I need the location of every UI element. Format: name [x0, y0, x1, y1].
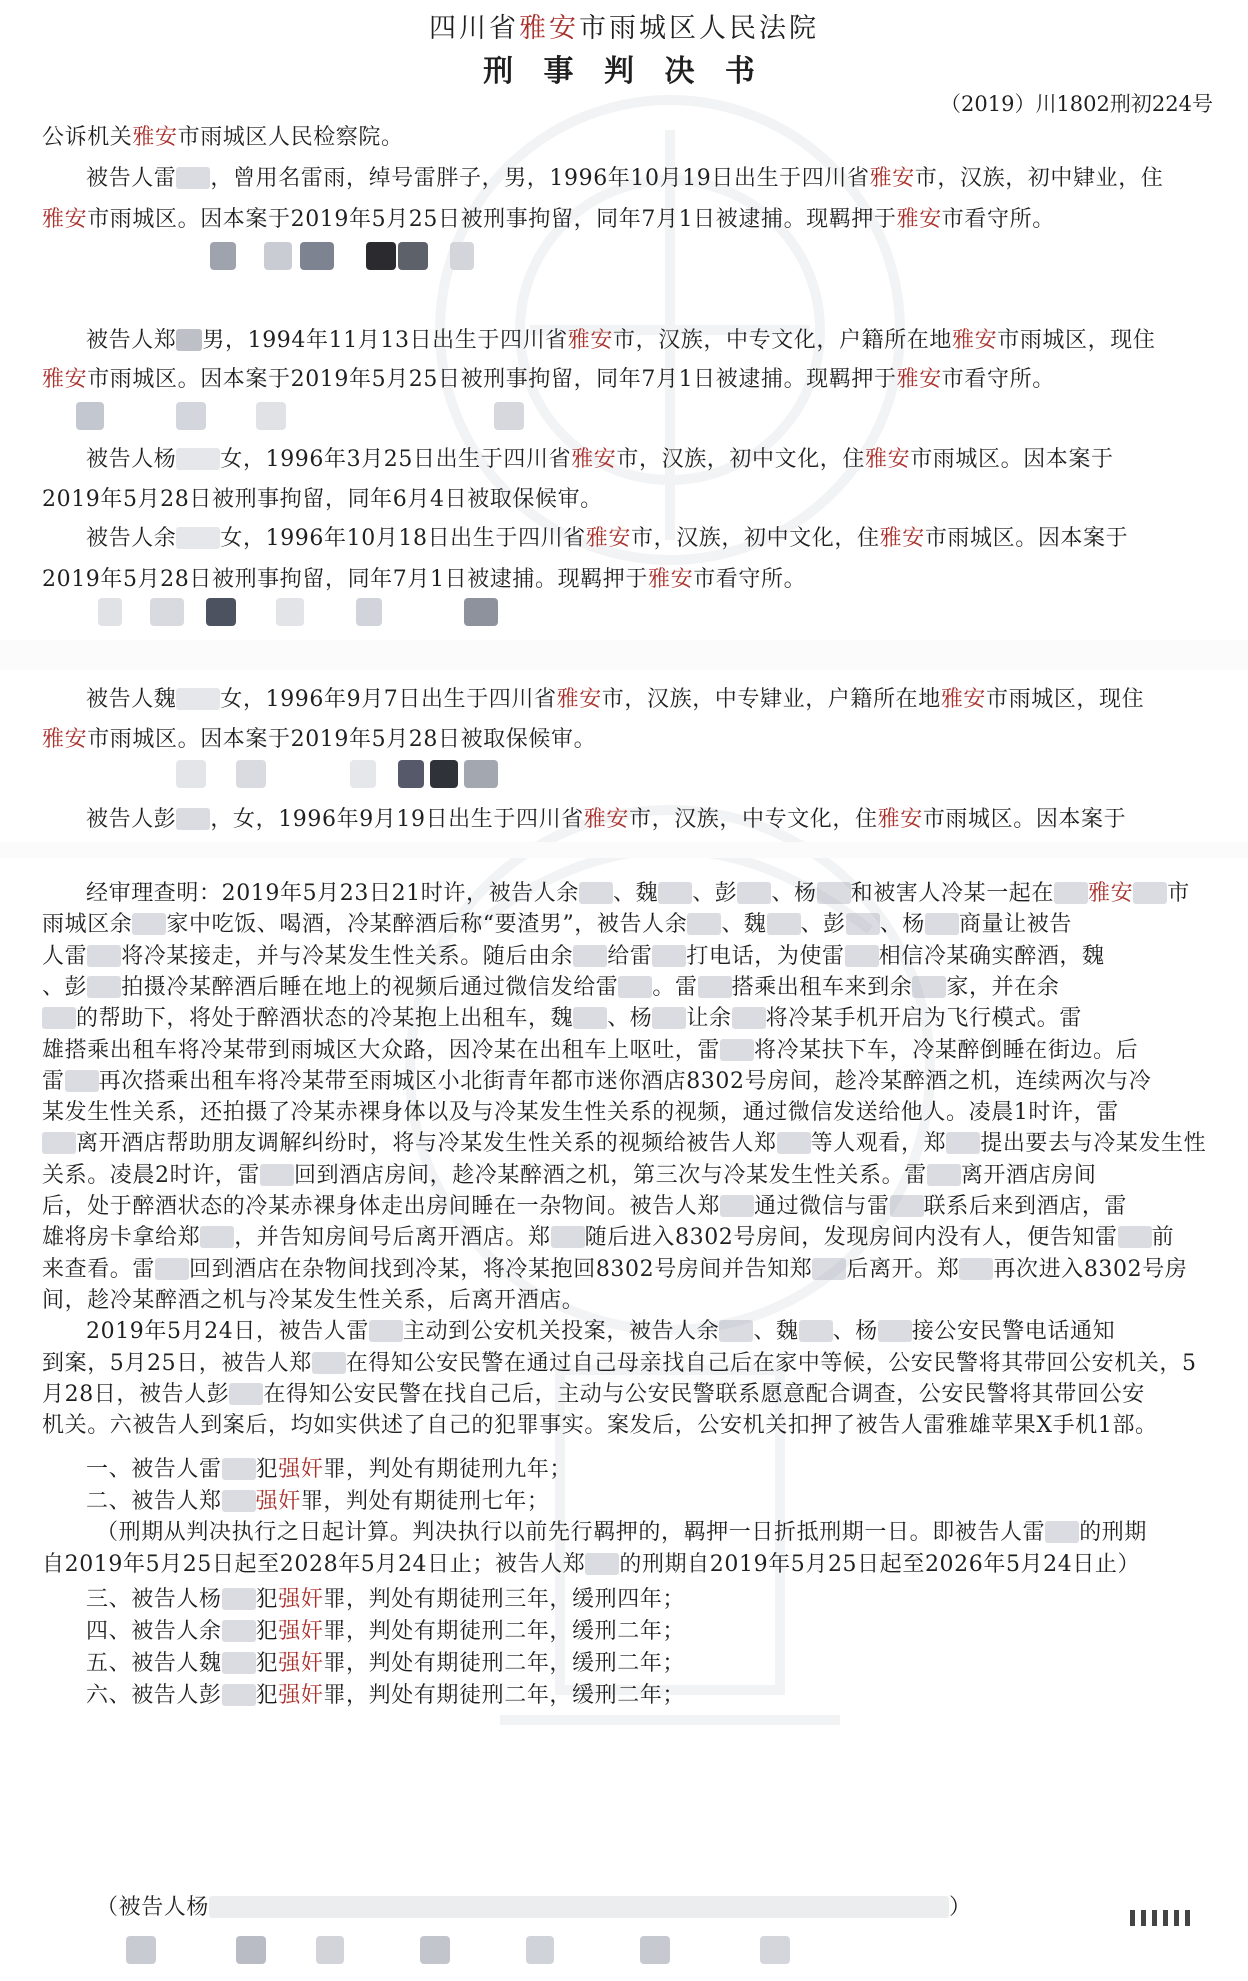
redaction: [176, 329, 202, 351]
fact-line-1: 经审理查明：2019年5月23日21时许，被告人余 、魏 、彭 、杨 和被害人冷某一起在 雅安 市: [86, 881, 1190, 906]
verdict-3: 三、被告人杨 犯强奸罪，判处有期徒刑三年，缓刑四年；: [86, 1587, 686, 1612]
redaction: [720, 1195, 754, 1217]
redaction: [176, 448, 220, 470]
fact-line-7: 雷 再次搭乘出租车将冷某带至雨城区小北街青年都市迷你酒店8302号房间，趁冷某醉酒之机，连续两次与冷: [42, 1068, 1152, 1094]
redacted-row: [0, 398, 1248, 432]
redaction: [720, 1039, 754, 1061]
redaction: [132, 913, 166, 935]
redacted-row: [0, 594, 1248, 628]
redaction: [687, 913, 721, 935]
fact-line-14: 间，趁冷某醉酒之机与冷某发生性关系，后离开酒店。: [42, 1287, 585, 1313]
tail-line: （被告人杨 ）: [96, 1895, 972, 1920]
redaction: [65, 1070, 99, 1092]
fact-line-13: 来查看。雷 回到酒店在杂物间找到冷某，将冷某抱回8302号房间并告知郑 后离开。郑 再次进入8302号房: [42, 1256, 1188, 1282]
document-type: 刑 事 判 决 书: [483, 54, 765, 89]
fact-line-9: 离开酒店帮助朋友调解纠纷时，将与冷某发生性关系的视频给被告人郑 等人观看，郑 提出要去与冷某发生性: [42, 1130, 1212, 1158]
redaction: [579, 882, 613, 904]
term-note-line-2: 自2019年5月25日起至2028年5月24日止；被告人郑 的刑期自2019年5月25日起至2026年5月24日止）: [42, 1552, 1141, 1577]
fact-line-17: 月28日，被告人彭 在得知公安民警在找自己后，主动与公安民警联系愿意配合调查，公安民警将其带回公安: [42, 1381, 1145, 1407]
fact-line-16: 到案，5月25日，被告人郑 在得知公安民警在通过自己母亲找自己后在家中等候，公安民警将其带回公安机关，5: [42, 1350, 1197, 1376]
redaction: [652, 1007, 686, 1029]
redaction: [42, 1132, 76, 1154]
defendant-5-line-1: 被告人魏 女，1996年9月7日出生于四川省雅安市，汉族，中专肄业，户籍所在地雅安市雨城区，现住: [86, 687, 1145, 712]
defendant-2-line-1: 被告人郑 男，1994年11月13日出生于四川省雅安市，汉族，中专文化，户籍所在地雅安市雨城区，现住: [86, 328, 1156, 353]
verdict-2: 二、被告人郑 强奸罪，判处有期徒刑七年；: [86, 1488, 550, 1514]
redaction: [817, 882, 851, 904]
redaction: [652, 945, 686, 967]
redaction: [719, 1320, 753, 1342]
defendant-2-line-2: 雅安市雨城区。因本案于2019年5月25日被刑事拘留，同年7月1日被逮捕。现羁押于雅安市看守所。: [42, 367, 1055, 392]
redaction: [176, 527, 220, 549]
redaction: [176, 167, 210, 189]
defendant-1-line-2: 雅安市雨城区。因本案于2019年5月25日被刑事拘留，同年7月1日被逮捕。现羁押于雅安市看守所。: [42, 207, 1055, 232]
defendant-1-line-1: 被告人雷 ，曾用名雷雨，绰号雷胖子，男，1996年10月19日出生于四川省雅安市，汉族，初中肄业，住: [86, 166, 1164, 191]
defendant-5-line-2: 雅安市雨城区。因本案于2019年5月28日被取保候审。: [42, 727, 597, 752]
prosecutor-line: 公诉机关雅安市雨城区人民检察院。: [42, 125, 404, 150]
redacted-row: [0, 238, 1248, 272]
redaction: [732, 1007, 766, 1029]
verdict-1: 一、被告人雷 犯强奸罪，判处有期徒刑九年；: [86, 1457, 573, 1482]
redaction: [946, 1132, 980, 1154]
fact-line-2: 雨城区余 家中吃饭、喝酒，冷某醉酒后称“要渣男”，被告人余 、魏 、彭 、杨 商量让被告: [42, 912, 1072, 938]
redaction: [369, 1320, 403, 1342]
redaction: [222, 1652, 256, 1674]
redaction: [845, 945, 879, 967]
redaction: [1045, 1521, 1079, 1543]
redaction: [658, 882, 692, 904]
redaction: [222, 1620, 256, 1642]
redaction: [799, 1320, 833, 1342]
fact-line-12: 雄将房卡拿给郑 ，并告知房间号后离开酒店。郑 随后进入8302号房间，发现房间内没有人，便告知雷 前: [42, 1225, 1175, 1251]
redaction: [222, 1684, 256, 1706]
defendant-3-line-1: 被告人杨 女，1996年3月25日出生于四川省雅安市，汉族，初中文化，住雅安市雨城区。因本案于: [86, 447, 1114, 472]
redaction: [698, 976, 732, 998]
redaction: [87, 945, 121, 967]
fact-line-18: 机关。六被告人到案后，均如实供述了自己的犯罪事实。案发后，公安机关扣押了被告人雷雅雄苹果X手机1部。: [42, 1413, 1158, 1439]
redaction: [260, 1164, 294, 1186]
defendant-6-line-1: 被告人彭 ，女，1996年9月19日出生于四川省雅安市，汉族，中专文化，住雅安市雨城区。因本案于: [86, 807, 1127, 832]
redaction: [812, 1258, 846, 1280]
redaction: [222, 1490, 256, 1512]
redaction: [737, 882, 771, 904]
verdict-5: 五、被告人魏 犯强奸罪，判处有期徒刑二年，缓刑二年；: [86, 1651, 686, 1676]
redaction: [1133, 882, 1167, 904]
redaction: [312, 1352, 346, 1374]
redaction: [573, 945, 607, 967]
fact-line-8: 某发生性关系，还拍摄了冷某赤裸身体以及与冷某发生性关系的视频，通过微信发送给他人。凌晨1时许，雷: [42, 1100, 1119, 1126]
redaction: [846, 913, 880, 935]
redaction: [912, 976, 946, 998]
redaction: [222, 1588, 256, 1610]
defendant-4-line-2: 2019年5月28日被刑事拘留，同年7月1日被逮捕。现羁押于雅安市看守所。: [42, 567, 807, 592]
fact-line-5: 的帮助下，将处于醉酒状态的冷某抱上出租车，魏 、杨 让余 将冷某手机开启为飞行模式。雷: [42, 1005, 1212, 1033]
redaction: [229, 1383, 263, 1405]
fact-line-15: 2019年5月24日，被告人雷 主动到公安机关投案，被告人余 、魏 、杨 接公安民警电话通知: [86, 1319, 1116, 1345]
term-note-line-1: （刑期从判决执行之日起计算。判决执行以前先行羁押的，羁押一日折抵刑期一日。即被告人雷 的刑期: [96, 1520, 1148, 1545]
redaction: [585, 1553, 619, 1575]
redaction: [1054, 882, 1088, 904]
redaction: [890, 1195, 924, 1217]
redaction: [222, 1458, 256, 1480]
redaction: [777, 1132, 811, 1154]
redaction: [176, 688, 220, 710]
case-number: （2019）川1802刑初224号: [940, 92, 1213, 116]
redaction: [925, 913, 959, 935]
fact-line-6: 雄搭乘出租车将冷某带到雨城区大众路，因冷某在出租车上呕吐，雷 将冷某扶下车，冷某醉倒睡在街边。后: [42, 1037, 1139, 1063]
redaction: [767, 913, 801, 935]
redaction: [42, 1007, 76, 1029]
fact-line-4: 、彭 拍摄冷某醉酒后睡在地上的视频后通过微信发给雷 。雷 搭乘出租车来到余 家，并在余: [42, 974, 1060, 1000]
redaction: [959, 1258, 993, 1280]
redaction: [551, 1226, 585, 1248]
redaction: [927, 1164, 961, 1186]
redacted-row: [0, 1932, 1248, 1966]
verdict-6: 六、被告人彭 犯强奸罪，判处有期徒刑二年，缓刑二年；: [86, 1683, 686, 1708]
redaction: [209, 1896, 949, 1918]
redaction: [618, 976, 652, 998]
redaction: [573, 1007, 607, 1029]
expand-control-icon[interactable]: [1130, 1910, 1190, 1926]
page-gap: [0, 640, 1248, 670]
redaction: [1118, 1226, 1152, 1248]
redaction: [155, 1258, 189, 1280]
redaction: [878, 1320, 912, 1342]
verdict-4: 四、被告人余 犯强奸罪，判处有期徒刑二年，缓刑二年；: [86, 1619, 686, 1644]
redaction: [200, 1226, 234, 1248]
page-gap: [0, 842, 1248, 858]
defendant-4-line-1: 被告人余 女，1996年10月18日出生于四川省雅安市，汉族，初中文化，住雅安市雨城区。因本案于: [86, 526, 1129, 551]
defendant-3-line-2: 2019年5月28日被刑事拘留，同年6月4日被取保候审。: [42, 487, 603, 512]
fact-line-10: 关系。凌晨2时许，雷 回到酒店房间，趁冷某醉酒之机，第三次与冷某发生性关系。雷 离开酒店房间: [42, 1162, 1097, 1188]
redaction: [176, 808, 210, 830]
fact-line-11: 后，处于醉酒状态的冷某赤裸身体走出房间睡在一杂物间。被告人郑 通过微信与雷 联系后来到酒店，雷: [42, 1194, 1128, 1219]
redacted-row: [0, 756, 1248, 790]
redaction: [87, 976, 121, 998]
fact-line-3: 人雷 将冷某接走，并与冷某发生性关系。随后由余 给雷 打电话，为使雷 相信冷某确实醉酒，魏: [42, 943, 1105, 969]
court-name: 四川省雅安市雨城区人民法院: [429, 13, 819, 44]
